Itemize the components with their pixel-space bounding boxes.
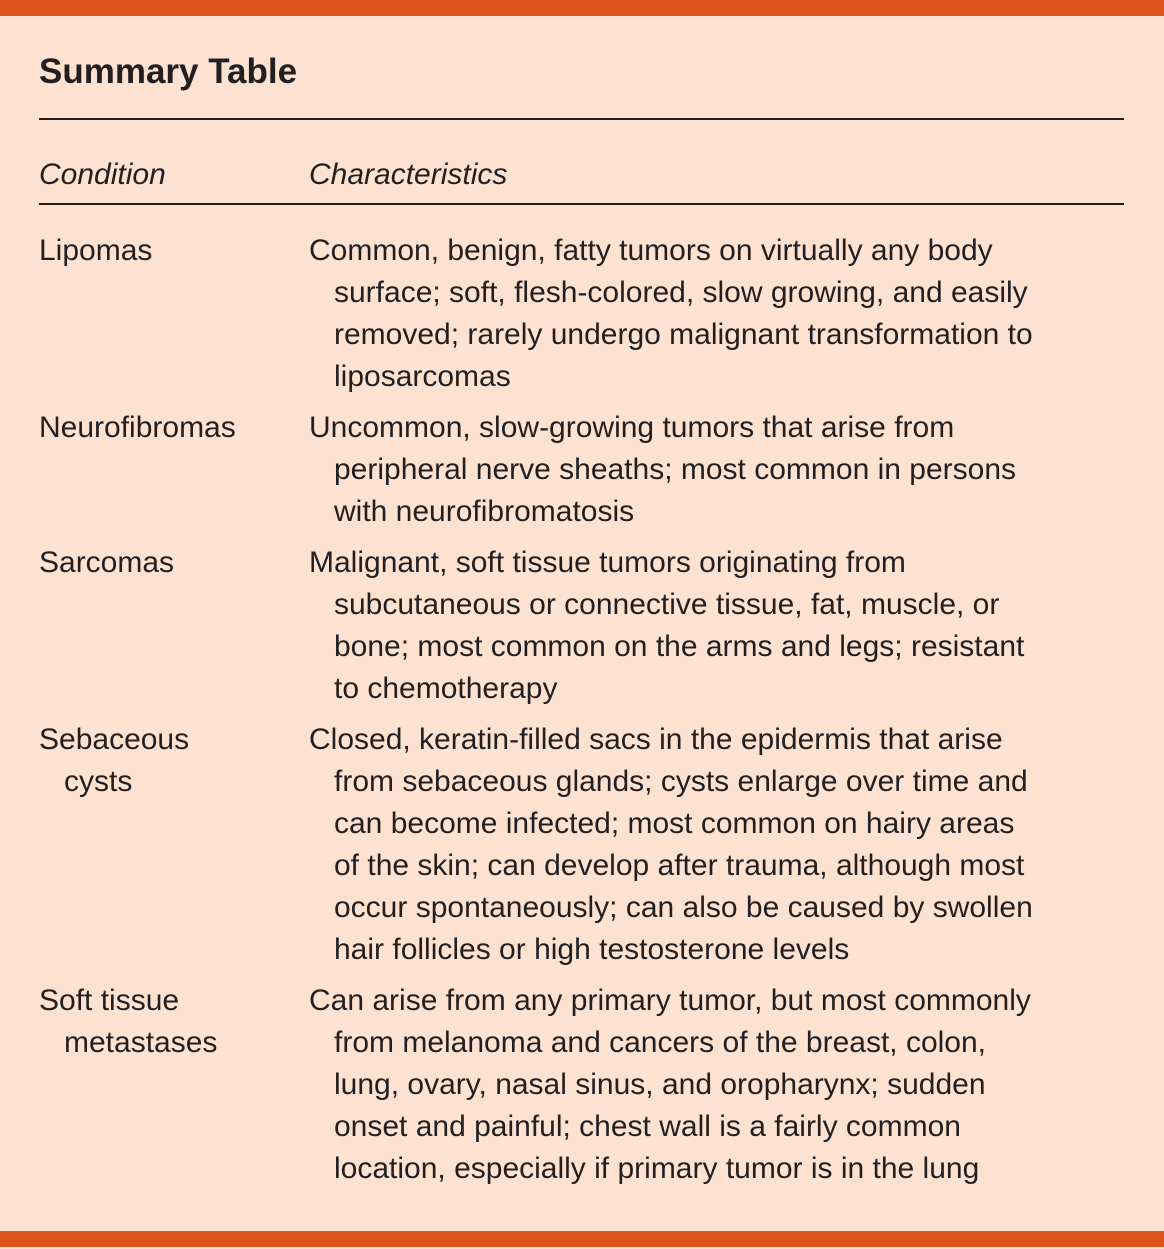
table-title: Summary Table: [39, 52, 298, 91]
characteristics-line: with neurofibromatosis: [334, 495, 635, 528]
characteristics-line: Uncommon, slow-growing tumors that arise from: [309, 411, 955, 444]
characteristics-cell: [309, 719, 1124, 971]
condition-cell: [39, 407, 309, 533]
condition-line: Soft tissue: [39, 984, 180, 1017]
condition-line: Sarcomas: [39, 546, 175, 579]
characteristics-line: from sebaceous glands; cysts enlarge over time and: [334, 765, 1028, 798]
characteristics-line: to chemotherapy: [334, 672, 558, 705]
characteristics-line: removed; rarely undergo malignant transformation to: [334, 318, 1033, 351]
condition-cell: [39, 230, 309, 398]
table-row: [39, 719, 1124, 971]
condition-cell: [39, 980, 309, 1190]
header-characteristics: Characteristics: [309, 158, 508, 191]
table-body: [39, 230, 1124, 1199]
characteristics-line: liposarcomas: [334, 360, 511, 393]
condition-line: Sebaceous: [39, 723, 190, 756]
header-divider: [39, 203, 1124, 205]
characteristics-line: can become infected; most common on hairy areas: [334, 807, 1015, 840]
title-divider: [39, 118, 1124, 120]
condition-line: cysts: [64, 765, 133, 798]
condition-cell: [39, 719, 309, 971]
characteristics-cell: [309, 230, 1124, 398]
characteristics-line: Common, benign, fatty tumors on virtually any body: [309, 234, 993, 267]
condition-line: metastases: [64, 1026, 218, 1059]
table-row: [39, 980, 1124, 1190]
header-condition: Condition: [39, 158, 166, 191]
condition-line: Neurofibromas: [39, 411, 236, 444]
characteristics-line: onset and painful; chest wall is a fairly common: [334, 1110, 961, 1143]
bottom-accent-bar: [0, 1231, 1164, 1247]
top-accent-bar: [0, 0, 1164, 16]
characteristics-line: Closed, keratin-filled sacs in the epidermis that arise: [309, 723, 1003, 756]
table-row: [39, 230, 1124, 398]
characteristics-line: surface; soft, flesh-colored, slow growing, and easily: [334, 276, 1028, 309]
characteristics-line: from melanoma and cancers of the breast, colon,: [334, 1026, 987, 1059]
characteristics-line: peripheral nerve sheaths; most common in persons: [334, 453, 1017, 486]
characteristics-cell: [309, 980, 1124, 1190]
characteristics-line: of the skin; can develop after trauma, although most: [334, 849, 1025, 882]
characteristics-line: bone; most common on the arms and legs; resistant: [334, 630, 1025, 663]
characteristics-cell: [309, 407, 1124, 533]
condition-line: Lipomas: [39, 234, 153, 267]
characteristics-line: lung, ovary, nasal sinus, and oropharynx; sudden: [334, 1068, 986, 1101]
condition-cell: [39, 542, 309, 710]
characteristics-line: hair follicles or high testosterone levels: [334, 933, 850, 966]
characteristics-line: Can arise from any primary tumor, but most commonly: [309, 984, 1031, 1017]
table-row: [39, 542, 1124, 710]
characteristics-cell: [309, 542, 1124, 710]
characteristics-line: subcutaneous or connective tissue, fat, muscle, or: [334, 588, 1000, 621]
table-row: [39, 407, 1124, 533]
characteristics-line: location, especially if primary tumor is in the lung: [334, 1152, 980, 1185]
characteristics-line: occur spontaneously; can also be caused by swollen: [334, 891, 1033, 924]
characteristics-line: Malignant, soft tissue tumors originating from: [309, 546, 906, 579]
